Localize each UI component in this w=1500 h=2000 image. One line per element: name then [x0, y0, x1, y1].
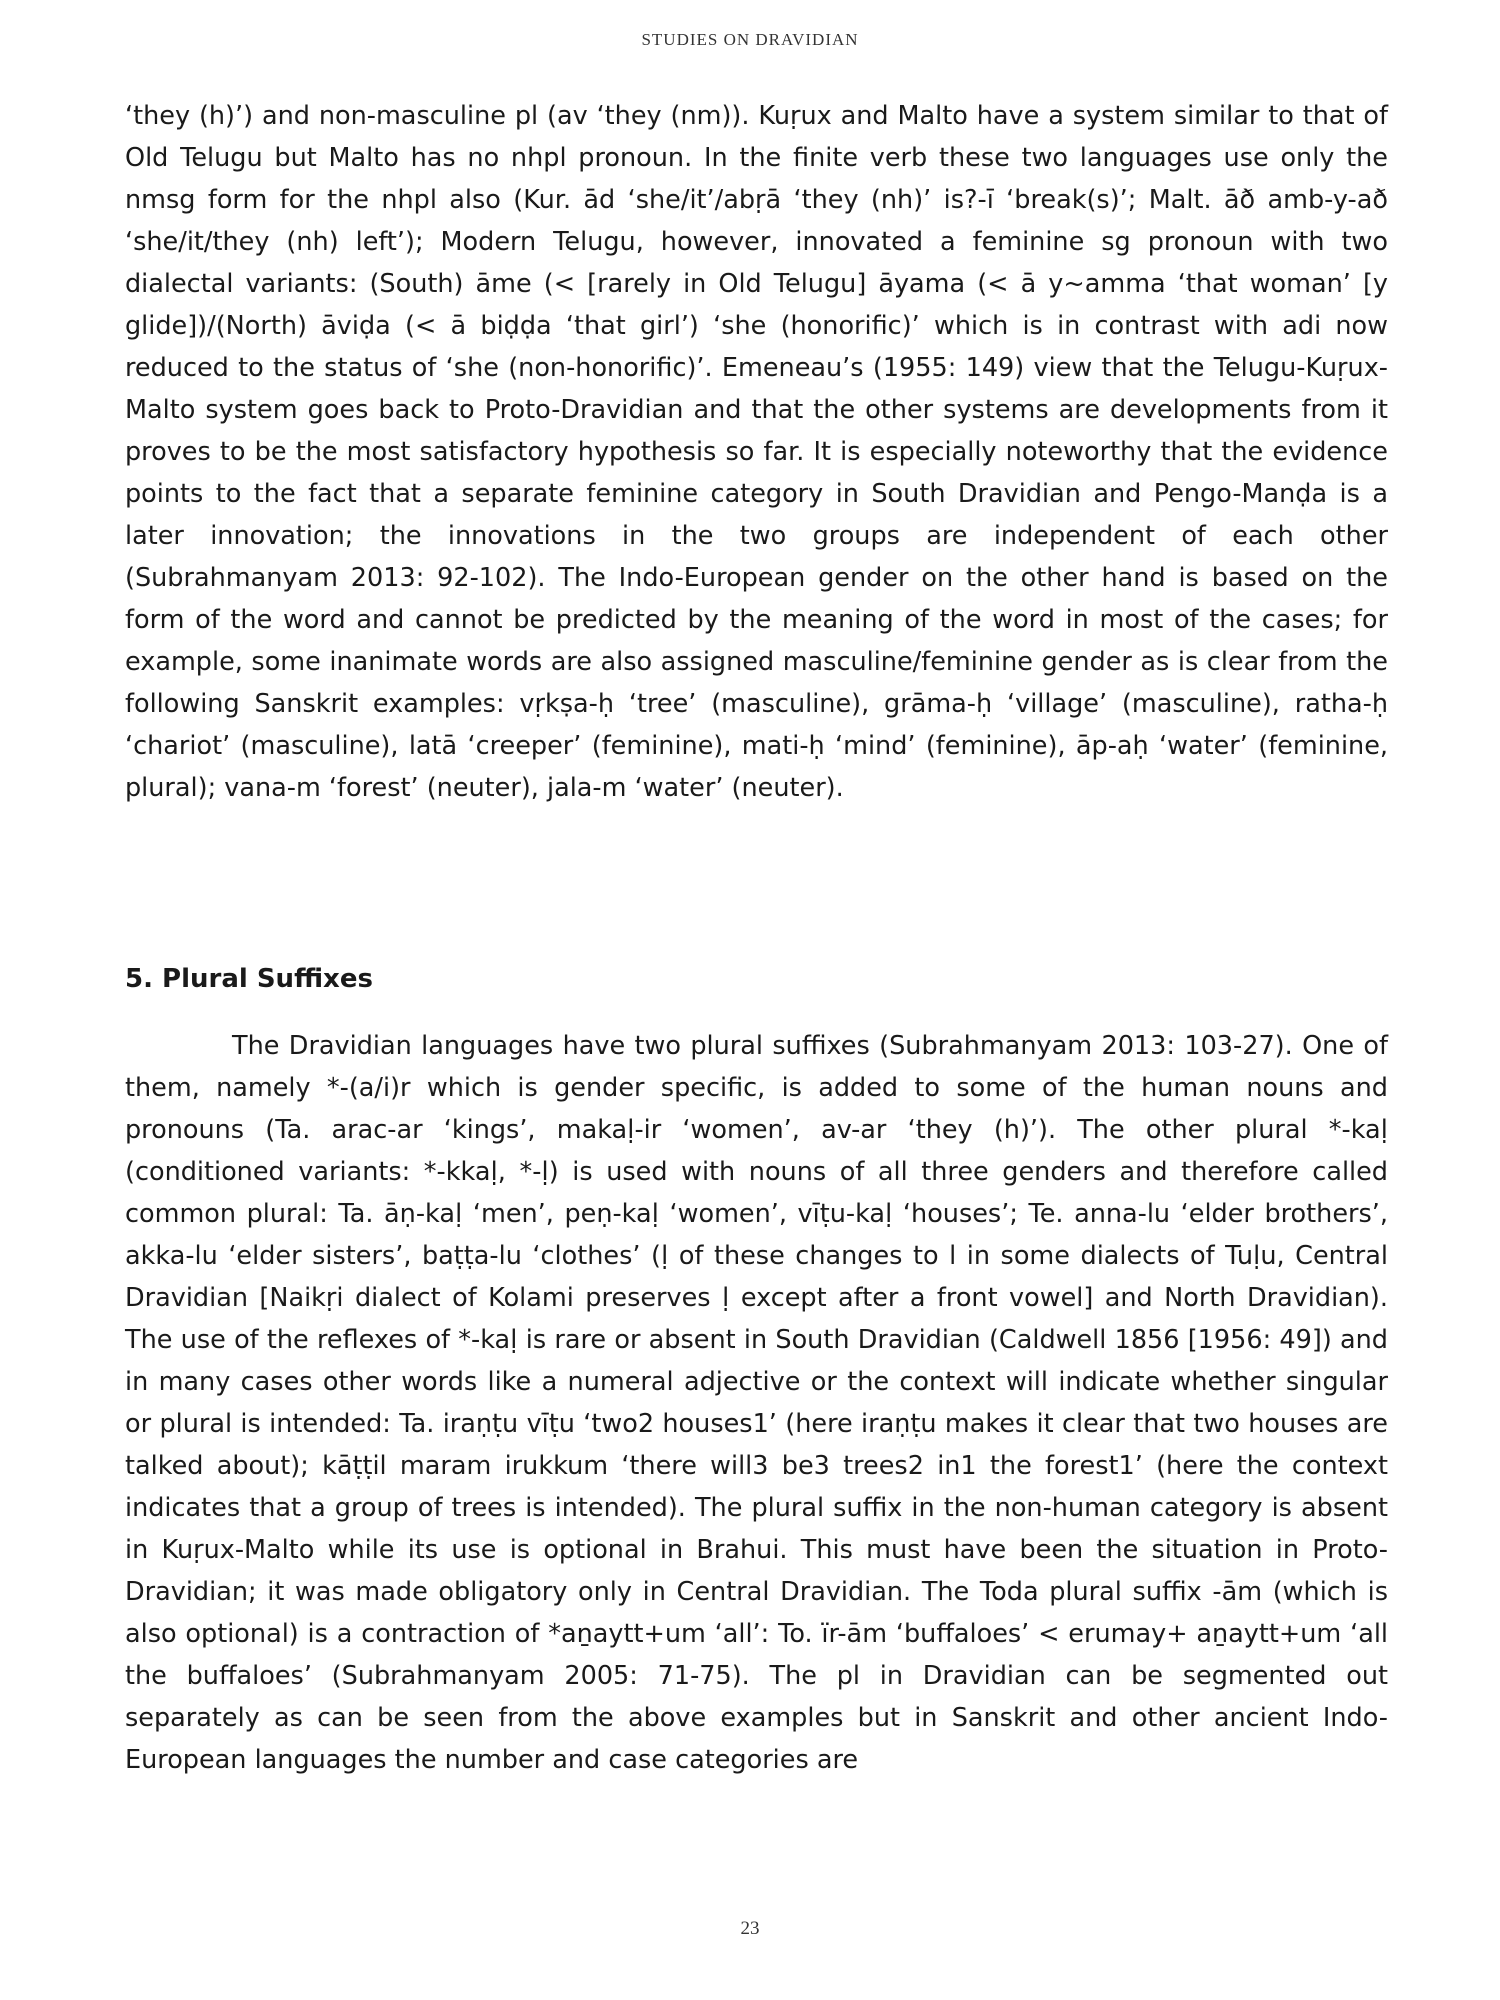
- running-head: STUDIES ON DRAVIDIAN: [641, 30, 859, 49]
- page-number: 23: [740, 1918, 760, 1939]
- section-heading: 5. Plural Suffixes: [125, 964, 373, 994]
- body-paragraph: ‘they (h)’) and non-masculine pl (av ‘they (nm)). Kuṛux and Malto have a system similar to that of Old Telugu but Malto has no nhpl pronoun. In the finite verb these two languages use only the nmsg form for the nhpl also (Kur. ād ‘she/it’/abṛā ‘they (nh)’ is?-ī ‘break(s)’; Malt. āð amb-y-að ‘she/it/they (nh) left’); Modern Telugu, however, innovated a feminine sg pronoun with two dialectal variants: (South) āme (< [rarely in Old Telugu] āyama (< ā y~amma ‘that woman’ [y glide])/(North) āviḍa (< ā biḍḍa ‘that girl’) ‘she (honorific)’ which is in contrast with adi now reduced to the status of ‘she (non-honorific)’. Emeneau’s (1955: 149) view that the Telugu-Kuṛux-Malto system goes back to Proto-Dravidian and that the other systems are developments from it proves to be the most satisfactory hypothesis so far. It is especially noteworthy that the evidence points to the fact that a separate feminine category in South Dravidian and Pengo-Manḍa is a later innovation; the innovations in the two groups are independent of each other (Subrahmanyam 2013: 92-102). The Indo-European gender on the other hand is based on the form of the word and cannot be predicted by the meaning of the word in most of the cases; for example, some inanimate words are also assigned masculine/feminine gender as is clear from the following Sanskrit examples: vṛkṣa-ḥ ‘tree’ (masculine), grāma-ḥ ‘village’ (masculine), ratha-ḥ ‘chariot’ (masculine), latā ‘creeper’ (feminine), mati-ḥ ‘mind’ (feminine), āp-aḥ ‘water’ (feminine, plural); vana-m ‘forest’ (neuter), jala-m ‘water’ (neuter).: [125, 101, 1388, 803]
- body-paragraph: The Dravidian languages have two plural suffixes (Subrahmanyam 2013: 103-27). One of them, namely *-(a/i)r which is gender specific, is added to some of the human nouns and pronouns (Ta. arac-ar ‘kings’, makaḷ-ir ‘women’, av-ar ‘they (h)’). The other plural *-kaḷ (conditioned variants: *-kkaḷ, *-ḷ) is used with nouns of all three genders and therefore called common plural: Ta. āṇ-kaḷ ‘men’, peṇ-kaḷ ‘women’, vīṭu-kaḷ ‘houses’; Te. anna-lu ‘elder brothers’, akka-lu ‘elder sisters’, baṭṭa-lu ‘clothes’ (ḷ of these changes to l in some dialects of Tuḷu, Central Dravidian [Naikṛi dialect of Kolami preserves ḷ except after a front vowel] and North Dravidian). The use of the reflexes of *-kaḷ is rare or absent in South Dravidian (Caldwell 1856 [1956: 49]) and in many cases other words like a numeral adjective or the context will indicate whether singular or plural is intended: Ta. iraṇṭu vīṭu ‘two2 houses1’ (here iraṇṭu makes it clear that two houses are talked about); kāṭṭil maram irukkum ‘there will3 be3 trees2 in1 the forest1’ (here the context indicates that a group of trees is intended). The plural suffix in the non-human category is absent in Kuṛux-Malto while its use is optional in Brahui. This must have been the situation in Proto-Dravidian; it was made obligatory only in Central Dravidian. The Toda plural suffix -ām (which is also optional) is a contraction of *aṉaytt+um ‘all’: To. ïr-ām ‘buffaloes’ < erumay+ aṉaytt+um ‘all the buffaloes’ (Subrahmanyam 2005: 71-75). The pl in Dravidian can be segmented out separately as can be seen from the above examples but in Sanskrit and other ancient Indo-European languages the number and case categories are: [125, 1031, 1388, 1775]
